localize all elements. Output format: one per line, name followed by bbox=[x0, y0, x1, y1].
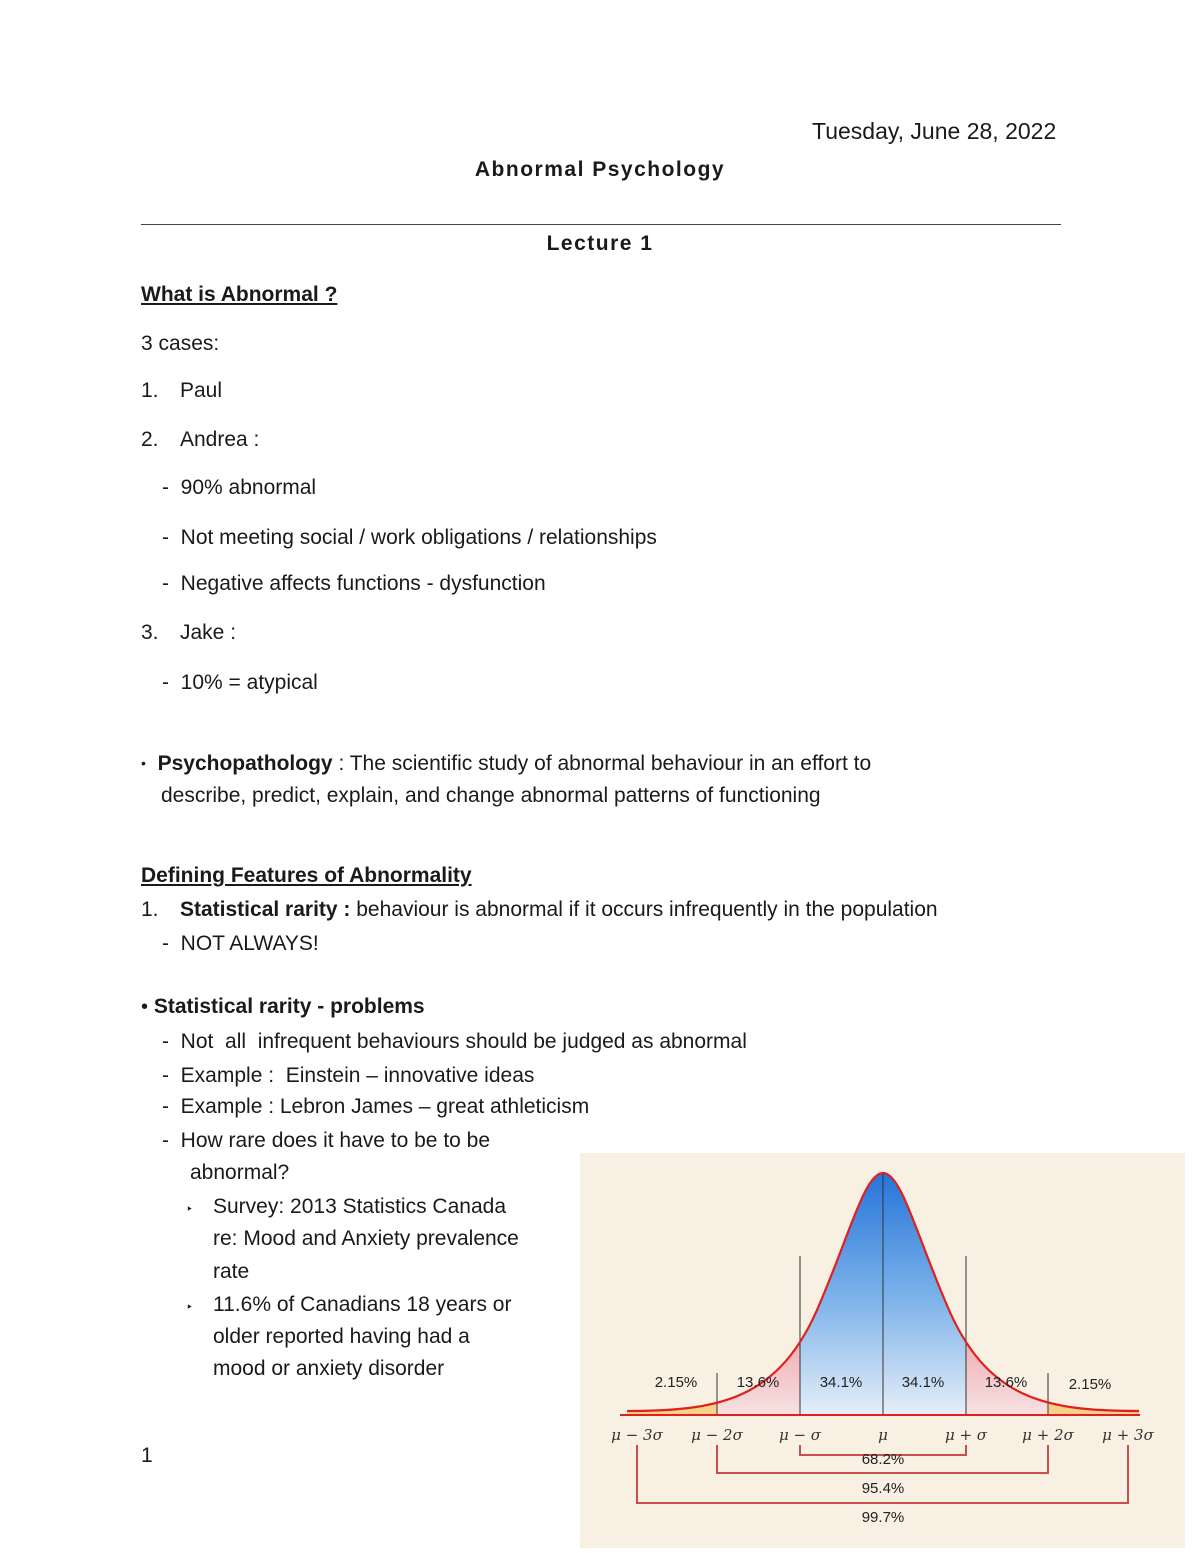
case-name: Andrea : bbox=[180, 428, 260, 451]
case-item-paul bbox=[141, 378, 222, 404]
list-item: - Example : Lebron James – great athleticism bbox=[162, 1095, 590, 1118]
list-item: - How rare does it have to be to be bbox=[162, 1129, 491, 1152]
feature-item-statistical-rarity: 1. Statistical rarity : behaviour is abnormal if it occurs infrequently in the population bbox=[141, 898, 938, 921]
dash-bullet-icon: - bbox=[162, 932, 169, 955]
sub-bullet-line: rate bbox=[213, 1260, 250, 1283]
list-item: - Not meeting social / work obligations / relationships bbox=[162, 526, 657, 549]
definition-continuation: describe, predict, explain, and change abnormal patterns of functioning bbox=[161, 784, 821, 807]
case-number: 3. bbox=[141, 621, 159, 644]
list-item: - Not all infrequent behaviours should be judged as abnormal bbox=[162, 1030, 747, 1053]
bell-curve-diagram bbox=[580, 1153, 1185, 1548]
axis-tick-label: μ + 3σ bbox=[1102, 1426, 1154, 1444]
arrow-bullet-icon: ‣ bbox=[186, 1202, 194, 1216]
sub-bullet-line: 11.6% of Canadians 18 years or bbox=[213, 1293, 512, 1316]
lecture-title: Lecture 1 bbox=[546, 232, 654, 255]
cases-intro: 3 cases: bbox=[141, 332, 220, 355]
axis-tick-label: μ − 2σ bbox=[691, 1426, 743, 1444]
definition-term: Psychopathology bbox=[157, 752, 333, 775]
sub-bullet-line: older reported having had a bbox=[213, 1325, 470, 1348]
case-number: 2. bbox=[141, 428, 159, 451]
case-item-jake bbox=[141, 620, 236, 646]
region-label: 13.6% bbox=[984, 1374, 1028, 1391]
arrow-bullet-icon: ‣ bbox=[186, 1300, 194, 1314]
list-item: - Negative affects functions - dysfunction bbox=[162, 572, 546, 595]
case-name: Jake : bbox=[180, 621, 237, 644]
axis-tick-label: μ − σ bbox=[778, 1426, 822, 1444]
dash-bullet-icon: - bbox=[162, 526, 169, 549]
list-item: - 90% abnormal bbox=[162, 476, 317, 499]
section-heading-defining-features: Defining Features of Abnormality bbox=[141, 864, 472, 887]
list-item: - Example : Einstein – innovative ideas bbox=[162, 1064, 535, 1087]
dot-bullet-icon: • bbox=[141, 996, 149, 1018]
case-number: 1. bbox=[141, 379, 159, 402]
dash-bullet-icon: - bbox=[162, 1095, 169, 1118]
region-label: 2.15% bbox=[654, 1374, 698, 1391]
dash-bullet-icon: - bbox=[162, 671, 169, 694]
axis-tick-label: μ bbox=[878, 1426, 888, 1444]
list-item-continuation: abnormal? bbox=[190, 1161, 290, 1184]
normal-distribution-figure bbox=[580, 1153, 1185, 1548]
range-label-99: 99.7% bbox=[861, 1509, 905, 1526]
sub-bullet-line: Survey: 2013 Statistics Canada bbox=[213, 1195, 506, 1218]
section-heading-what-is-abnormal: What is Abnormal ? bbox=[141, 283, 338, 306]
sub-bullet-line: re: Mood and Anxiety prevalence bbox=[213, 1227, 519, 1250]
region-label: 34.1% bbox=[819, 1374, 863, 1391]
axis-tick-label: μ − 3σ bbox=[611, 1426, 663, 1444]
dash-bullet-icon: - bbox=[162, 572, 169, 595]
page-number: 1 bbox=[141, 1444, 153, 1467]
region-label: 13.6% bbox=[736, 1374, 780, 1391]
range-label-68: 68.2% bbox=[861, 1451, 905, 1468]
dash-bullet-icon: - bbox=[162, 1129, 169, 1152]
dash-bullet-icon: - bbox=[162, 1030, 169, 1053]
list-item: - 10% = atypical bbox=[162, 671, 318, 694]
list-item: - NOT ALWAYS! bbox=[162, 932, 319, 955]
axis-tick-label: μ + 2σ bbox=[1022, 1426, 1074, 1444]
axis-tick-label: μ + σ bbox=[944, 1426, 988, 1444]
case-item-andrea bbox=[141, 427, 259, 453]
divider bbox=[141, 224, 1061, 225]
sub-bullet-line: mood or anxiety disorder bbox=[213, 1357, 445, 1380]
dash-bullet-icon: - bbox=[162, 476, 169, 499]
range-label-95: 95.4% bbox=[861, 1480, 905, 1497]
problems-heading: • Statistical rarity - problems bbox=[141, 995, 425, 1018]
region-label: 2.15% bbox=[1068, 1376, 1112, 1393]
case-name: Paul bbox=[180, 379, 223, 402]
definition-psychopathology: • Psychopathology : The scientific study of abnormal behaviour in an effort to bbox=[141, 752, 872, 775]
dot-bullet-icon: • bbox=[141, 755, 146, 771]
region-label: 34.1% bbox=[901, 1374, 945, 1391]
course-title: Abnormal Psychology bbox=[474, 158, 726, 181]
dash-bullet-icon: - bbox=[162, 1064, 169, 1087]
document-date: Tuesday, June 28, 2022 bbox=[812, 118, 1057, 144]
